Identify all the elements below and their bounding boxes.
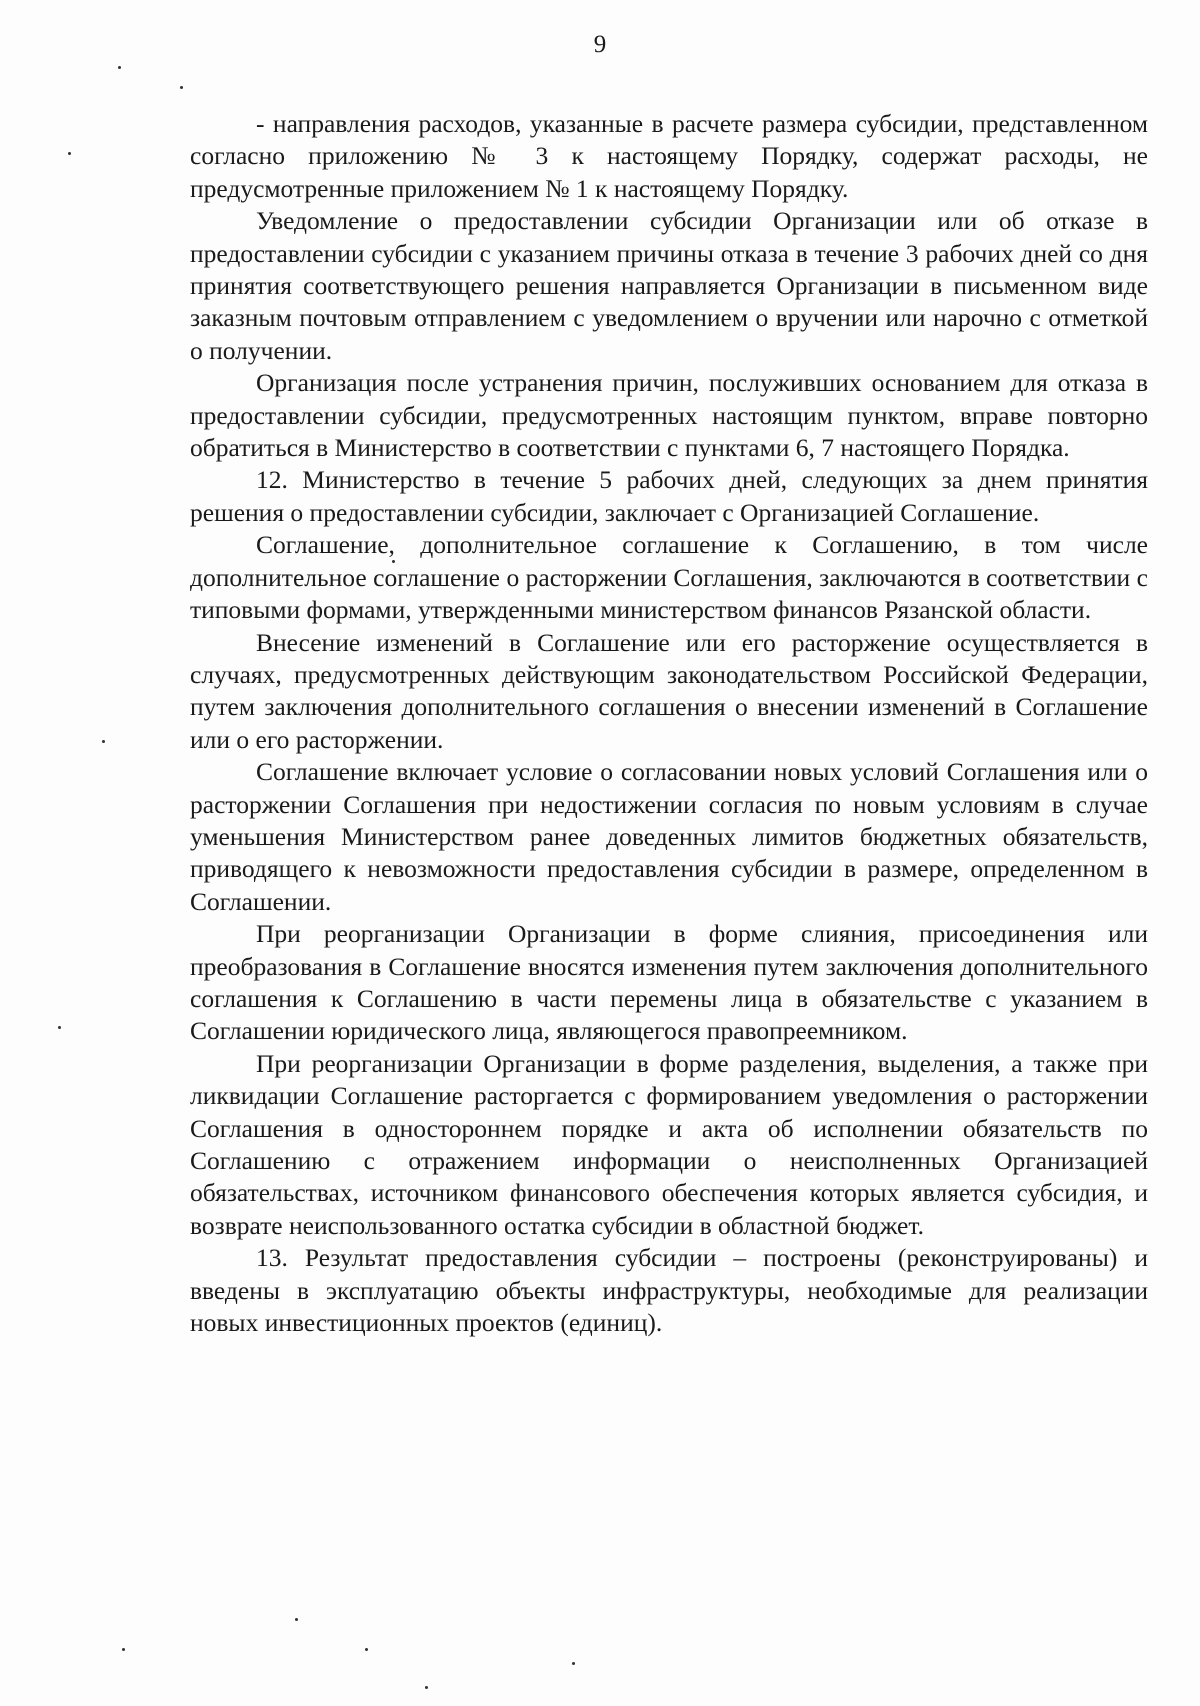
- scan-speck: [68, 152, 71, 155]
- scan-speck: [102, 740, 105, 743]
- paragraph-agreement-changes: Внесение изменений в Соглашение или его расторжение осуществляется в случаях, предусмотренных действующим законодательством Российской Федерации, путем заключения дополнительного соглашения о внесении изменений в Соглашение или о его расторжении.: [190, 627, 1148, 754]
- paragraph-expense-directions: - направления расходов, указанные в расчете размера субсидии, представленном согласно приложению № 3 к настоящему Порядку, содержат расходы, не предусмотренные приложением № 1 к настоящему Порядку.: [190, 109, 1148, 203]
- paragraph-reorganization-division: При реорганизации Организации в форме разделения, выделения, а также при ликвидации Соглашение расторгается с формированием уведомления о расторжении Соглашения в одностороннем порядке и акта об исполнении обязательств по Соглашению с отражением информации о неисполненных Организацией обязательствах, источником финансового обеспечения которых является субсидия, и возврате неиспользованного остатка субсидии в областной бюджет.: [190, 1048, 1148, 1240]
- scan-speck: [295, 1618, 298, 1621]
- paragraph-reapplication: Организация после устранения причин, послуживших основанием для отказа в предоставлении субсидии, предусмотренных настоящим пунктом, вправе повторно обратиться в Министерство в соответствии с пунктами 6, 7 настоящего Порядка.: [190, 368, 1148, 463]
- scan-speck: [392, 560, 395, 563]
- page-number: 9: [593, 31, 607, 58]
- scan-speck: [572, 1662, 575, 1665]
- paragraph-agreement-forms: Соглашение, дополнительное соглашение к Соглашению, в том числе дополнительное соглашение о расторжении Соглашения, заключаются в соответствии с типовыми формами, утвержденными министерством финансов Рязанской области.: [190, 530, 1148, 625]
- scan-speck: [365, 1648, 368, 1651]
- document-body: [190, 108, 1148, 1339]
- paragraph-agreement-conditions: Соглашение включает условие о согласовании новых условий Соглашения или о расторжении Соглашения при недостижении согласия по новым условиям в случае уменьшения Министерством ранее доведенных лимитов бюджетных обязательств, приводящего к невозможности предоставления субсидии в размере, определенном в Соглашении.: [190, 757, 1148, 916]
- scan-speck: [425, 1686, 428, 1689]
- scan-speck: [58, 1026, 61, 1029]
- paragraph-notification: Уведомление о предоставлении субсидии Организации или об отказе в предоставлении субсидии с указанием причины отказа в течение 3 рабочих дней со дня принятия соответствующего решения направляется Организации в письменном виде заказным почтовым отправлением с уведомлением о вручении или нарочно с отметкой о получении.: [190, 206, 1148, 365]
- paragraph-item-13: 13. Результат предоставления субсидии – построены (реконструированы) и введены в эксплуатацию объекты инфраструктуры, необходимые для реализации новых инвестиционных проектов (единиц).: [190, 1243, 1148, 1338]
- paragraph-reorganization-merger: При реорганизации Организации в форме слияния, присоединения или преобразования в Соглашение вносятся изменения путем заключения дополнительного соглашения к Соглашению в части перемены лица в обязательстве с указанием в Соглашении юридического лица, являющегося правопреемником.: [190, 919, 1148, 1046]
- scan-speck: [122, 1648, 125, 1651]
- scan-speck: [118, 66, 121, 69]
- scan-speck: [180, 86, 183, 89]
- paragraph-item-12: 12. Министерство в течение 5 рабочих дней, следующих за днем принятия решения о предоставлении субсидии, заключает с Организацией Соглашение.: [190, 465, 1148, 527]
